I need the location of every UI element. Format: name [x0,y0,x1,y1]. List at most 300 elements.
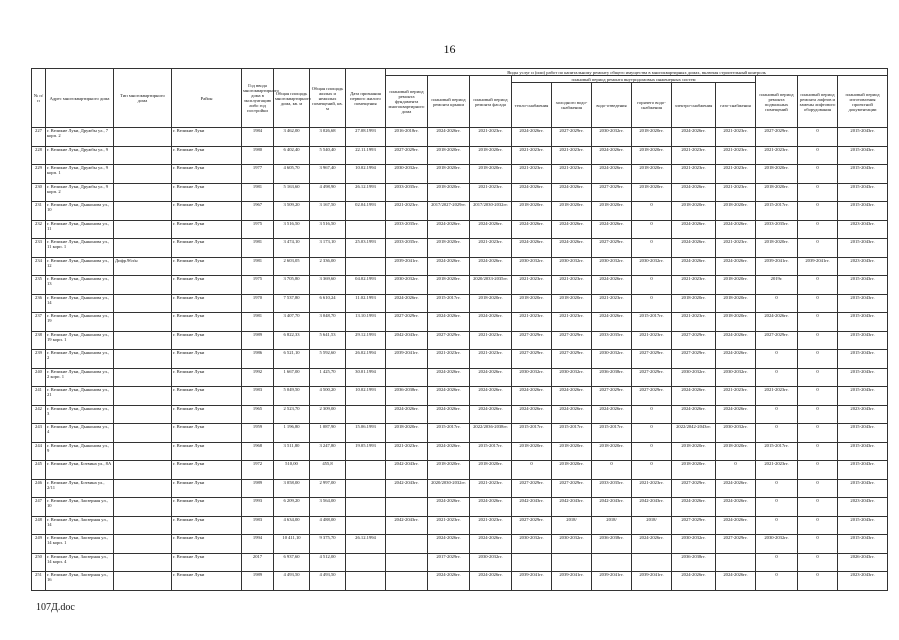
row-living-area: 3 048,70 [310,313,346,332]
row-elevator: 2039-2041гг. [798,257,838,276]
row-type [114,128,172,147]
row-gas: 2021-2023гг. [716,128,756,147]
row-heat: 0 [512,461,552,480]
row-year: 1992 [242,368,274,387]
row-design: 2015-2043гг. [838,424,888,443]
row-cold-water: 2024-2026гг. [552,387,592,406]
row-total-area: 3 462,00 [274,128,310,147]
row-num: 239 [32,350,46,369]
row-basement: 2030-2032гг. [756,535,798,554]
row-district: г. Великие Луки [172,313,242,332]
row-type [114,368,172,387]
row-year: 1981 [242,239,274,258]
row-total-area: 5 049,50 [274,387,310,406]
row-total-area: 2 523,70 [274,405,310,424]
row-district: г. Великие Луки [172,368,242,387]
row-drainage: 2033-2035гг. [592,331,632,350]
row-facade: 2021-2023гг. [470,183,512,202]
table-row [32,516,888,535]
table-row [32,276,888,295]
row-foundation [386,498,428,517]
row-drainage: 2018/ [592,516,632,535]
row-design: 2015-2043гг. [838,331,888,350]
row-roof: 2015-2017гг. [428,294,470,313]
row-address: г. Великие Луки, Дружбы ул., 9 корп. 2 [46,183,114,202]
row-cold-water: 2027-2029гг. [552,331,592,350]
row-heat: 2024-2026гг. [512,387,552,406]
row-roof: 2017-2029гг. [428,553,470,572]
row-type [114,239,172,258]
row-hot-water: 2027-2029гг. [632,350,672,369]
row-total-area: 3 511,80 [274,442,310,461]
row-heat: 2027-2029гг. [512,331,552,350]
row-year: 1986 [242,350,274,369]
header-group: Виды услуг и (или) работ по капитальному ремонту общего имущества в многоквартирных домах, включая строительный контроль [386,69,888,76]
header-foundation: плановый период ремонта фундамента многоквартирного дома [386,76,428,128]
row-elevator: 0 [798,516,838,535]
row-electric: 2022/2042-2043гг. [672,424,716,443]
row-electric: 2030-2032гг. [672,368,716,387]
row-district: г. Великие Луки [172,350,242,369]
row-drainage: 2024-2026гг. [592,313,632,332]
row-num: 234 [32,257,46,276]
row-hot-water: 0 [632,294,672,313]
row-address: г. Великие Луки, Заозерная ул., 14 корп. 4 [46,553,114,572]
row-elevator: 0 [798,442,838,461]
row-foundation: 2024-2026гг. [386,294,428,313]
row-type [114,146,172,165]
row-living-area: 3 173,10 [310,239,346,258]
row-living-area: 3 967,40 [310,165,346,184]
row-roof: 2024-2026гг. [428,498,470,517]
row-gas [716,553,756,572]
table-row [32,387,888,406]
row-gas: 2021-2023гг. [716,183,756,202]
row-heat: 2030-2032гг. [512,535,552,554]
row-elevator: 0 [798,183,838,202]
row-living-area: 5 540,40 [310,146,346,165]
row-num: 227 [32,128,46,147]
row-roof: 2018-2020гг. [428,146,470,165]
row-drainage: 2024-2026гг. [592,165,632,184]
page-number: 16 [443,42,456,56]
row-heat: 2018-2020гг. [512,202,552,221]
row-total-area: 1 667,00 [274,368,310,387]
row-drainage: 0 [592,461,632,480]
row-type [114,331,172,350]
row-design: 2023-2043гг. [838,498,888,517]
row-address: г. Великие Луки, Ботвина ул., 8А [46,461,114,480]
row-date [346,220,386,239]
row-num: 235 [32,276,46,295]
row-living-area: 4 512,00 [310,553,346,572]
row-facade: 2024-2026гг. [470,572,512,591]
row-district: г. Великие Луки [172,257,242,276]
row-foundation [386,368,428,387]
row-electric: 2027-2029гг. [672,479,716,498]
row-basement: 0 [756,572,798,591]
row-electric: 2018-2020гг. [672,294,716,313]
row-living-area: 3 369,60 [310,276,346,295]
row-roof: 2024-2026гг. [428,572,470,591]
row-type [114,387,172,406]
row-hot-water: 2024-2026гг. [632,535,672,554]
row-facade: 2021-2023гг. [470,331,512,350]
row-num: 238 [32,331,46,350]
row-design: 2015-2043гг. [838,146,888,165]
row-date [346,479,386,498]
row-gas: 2024-2026гг. [716,331,756,350]
row-heat: 2027-2029гг. [512,516,552,535]
row-design: 2015-2043гг. [838,350,888,369]
row-gas: 2024-2026гг. [716,572,756,591]
row-gas: 2027-2029гг. [716,535,756,554]
table-row [32,331,888,350]
row-foundation: 2033-2035гг. [386,239,428,258]
row-cold-water: 2039-2041гг. [552,572,592,591]
row-heat: 2021-2023гг. [512,146,552,165]
row-address: г. Великие Луки, Дьяконова ул., 4 [46,424,114,443]
row-design: 2015-2043гг. [838,239,888,258]
row-num: 248 [32,516,46,535]
row-heat: 2021-2023гг. [512,165,552,184]
row-living-area: 5 592,60 [310,350,346,369]
row-district: г. Великие Луки [172,479,242,498]
row-hot-water: 0 [632,461,672,480]
row-foundation: 2042-2043гг. [386,479,428,498]
row-hot-water: 2027-2029гг. [632,387,672,406]
row-foundation [386,553,428,572]
row-year: 1989 [242,572,274,591]
row-heat [512,553,552,572]
table-row [32,220,888,239]
row-total-area: 4 493,50 [274,572,310,591]
row-facade: 2021-2023гг. [470,516,512,535]
row-heat: 2024-2026гг. [512,220,552,239]
header-hot-water: горячего водо-снабжения [632,83,672,128]
row-facade: 2024-2026гг. [470,498,512,517]
row-year: 1959 [242,424,274,443]
row-elevator: 0 [798,128,838,147]
row-facade: 2030-2032гг. [470,553,512,572]
row-heat: 2027-2029гг. [512,350,552,369]
row-design: 2023-2043гг. [838,220,888,239]
row-design: 2015-2043гг. [838,313,888,332]
row-living-area: 4 498,90 [310,183,346,202]
row-cold-water: 2018-2020гг. [552,442,592,461]
row-district: г. Великие Луки [172,239,242,258]
row-hot-water: 0 [632,276,672,295]
row-electric: 2024-2026гг. [672,183,716,202]
row-total-area: 3 509,20 [274,202,310,221]
row-date: 26.12.1994 [346,535,386,554]
row-address: г. Великие Луки, Дьяконова ул., 13 [46,276,114,295]
row-design: 2015-2043гг. [838,535,888,554]
row-total-area: 6 937,60 [274,553,310,572]
row-district: г. Великие Луки [172,220,242,239]
row-electric: 2024-2026гг. [672,128,716,147]
row-year: 1981 [242,257,274,276]
row-total-area: 4 605,70 [274,165,310,184]
row-date: 26.12.1993 [346,183,386,202]
row-year: 1977 [242,165,274,184]
row-address: г. Великие Луки, Дьяконова ул., 12 [46,257,114,276]
row-total-area: 5 163,60 [274,183,310,202]
row-address: г. Великие Луки, Дьяконова ул., 11 корп. 1 [46,239,114,258]
row-district: г. Великие Луки [172,276,242,295]
row-design: 2015-2043гг. [838,276,888,295]
row-drainage: 2027-2029гг. [592,387,632,406]
row-basement: 2024-2026гг. [756,313,798,332]
row-facade: 2015-2017гг. [470,442,512,461]
row-hot-water: 2021-2023гг. [632,331,672,350]
row-hot-water: 2018/ [632,516,672,535]
header-living-area: Общая площадь жилых и нежилых помещений, кв. м [310,69,346,128]
row-living-area: 3 564,00 [310,498,346,517]
row-heat: 2018-2020гг. [512,294,552,313]
row-electric: 2018-2020гг. [672,202,716,221]
row-living-area: 3 516,50 [310,220,346,239]
row-hot-water: 2018-2020гг. [632,183,672,202]
table-row [32,165,888,184]
row-address: г. Великие Луки, Дьяконова ул., 10 [46,202,114,221]
row-year: 1980 [242,146,274,165]
row-elevator: 0 [798,220,838,239]
row-design: 2015-2043гг. [838,294,888,313]
table-row [32,572,888,591]
row-heat: 2042-2043гг. [512,498,552,517]
row-living-area: 3 167,50 [310,202,346,221]
row-hot-water: 0 [632,239,672,258]
table-row [32,405,888,424]
row-type [114,424,172,443]
row-address: г. Великие Луки, Дьяконова ул., 2 корп. 1 [46,368,114,387]
row-cold-water: 2042-2043гг. [552,498,592,517]
row-elevator: 0 [798,498,838,517]
row-district: г. Великие Луки [172,128,242,147]
row-foundation: 2027-2029гг. [386,146,428,165]
row-facade: 2018-2020гг. [470,146,512,165]
row-foundation: 2039-2041гг. [386,350,428,369]
row-date: 10.02.1993 [346,387,386,406]
row-foundation [386,572,428,591]
row-cold-water: 2030-2032гг. [552,368,592,387]
row-design: 2015-2043гг. [838,128,888,147]
row-cold-water: 2024-2026гг. [552,220,592,239]
row-num: 242 [32,405,46,424]
row-roof: 2024-2026гг. [428,128,470,147]
row-total-area: 3 705,80 [274,276,310,295]
row-hot-water: 0 [632,424,672,443]
row-address: г. Великие Луки, Дьяконова ул., 3 [46,405,114,424]
row-type [114,553,172,572]
row-cold-water: 2030-2032гг. [552,257,592,276]
row-electric: 2024-2026гг. [672,498,716,517]
row-drainage: 2015-2017гг. [592,424,632,443]
row-roof: 2021-2023гг. [428,350,470,369]
row-district: г. Великие Луки [172,442,242,461]
row-foundation: 2042-2043гг. [386,461,428,480]
row-facade: 2024-2026гг. [470,405,512,424]
row-roof: 2024-2026гг. [428,313,470,332]
row-address: г. Великие Луки, Дружбы ул., 9 [46,146,114,165]
row-facade: 2024-2026гг. [470,313,512,332]
row-drainage: 2030-2032гг. [592,128,632,147]
row-basement: 2018-2020гг. [756,183,798,202]
row-gas: 2024-2026гг. [716,220,756,239]
row-gas: 2024-2026гг. [716,498,756,517]
row-hot-water: 0 [632,202,672,221]
row-district: г. Великие Луки [172,202,242,221]
row-cold-water: 2018-2020гг. [552,461,592,480]
row-total-area: 10 411,10 [274,535,310,554]
row-elevator: 0 [798,146,838,165]
row-electric: 2027-2029гг. [672,331,716,350]
row-heat: 2024-2026гг. [512,128,552,147]
row-cold-water: 2018-2020гг. [552,294,592,313]
row-drainage: 2018-2020гг. [592,442,632,461]
row-roof: 2024-2026гг. [428,368,470,387]
row-num: 244 [32,442,46,461]
row-drainage: 2024-2026гг. [592,276,632,295]
row-year: 1972 [242,461,274,480]
row-num: 228 [32,146,46,165]
row-gas: 2024-2026гг. [716,350,756,369]
row-hot-water: 2018-2020гг. [632,165,672,184]
row-type [114,294,172,313]
row-district: г. Великие Луки [172,424,242,443]
row-year: 1967 [242,202,274,221]
row-date: 29.12.1993 [346,331,386,350]
row-hot-water: 2027-2029гг. [632,368,672,387]
row-electric: 2021-2023гг. [672,313,716,332]
row-hot-water: 2018-2020гг. [632,128,672,147]
row-date [346,572,386,591]
row-living-area: 5 641,53 [310,331,346,350]
row-gas: 2021-2023гг. [716,165,756,184]
row-gas: 0 [716,461,756,480]
row-type [114,516,172,535]
row-type [114,442,172,461]
row-basement: 2018-2020гг. [756,239,798,258]
row-roof: 2018-2020гг. [428,165,470,184]
row-basement: 0 [756,498,798,517]
row-basement: 0 [756,294,798,313]
row-design: 2015-2043гг. [838,368,888,387]
row-drainage: 2027-2029гг. [592,183,632,202]
row-drainage: 2039-2041гг. [592,572,632,591]
header-cold-water: холодного водо-снабжения [552,83,592,128]
row-roof: 2024-2026гг. [428,387,470,406]
row-total-area: 4 634,00 [274,516,310,535]
row-foundation: 2018-2020гг. [386,424,428,443]
row-total-area: 3 407,70 [274,313,310,332]
row-district: г. Великие Луки [172,516,242,535]
row-basement: 2021-2023гг. [756,387,798,406]
row-hot-water [632,553,672,572]
row-year: 1968 [242,442,274,461]
row-num: 230 [32,183,46,202]
row-num: 246 [32,479,46,498]
row-elevator: 0 [798,331,838,350]
row-gas: 2024-2026гг. [716,257,756,276]
header-engineering: плановый период ремонта внутридомовых инженерных систем [512,76,756,83]
row-drainage [592,553,632,572]
row-cold-water: 2021-2023гг. [552,276,592,295]
row-address: г. Великие Луки, Заозерная ул., 16 [46,572,114,591]
header-roof: плановый период ремонта крыши [428,76,470,128]
header-basement: плановый период ремонта подвальных помещений [756,76,798,128]
row-cold-water: 2027-2029гг. [552,350,592,369]
row-district: г. Великие Луки [172,461,242,480]
row-facade: 2021-2023гг. [470,128,512,147]
row-type [114,479,172,498]
row-foundation: 2016-2018гг. [386,128,428,147]
row-elevator: 0 [798,276,838,295]
row-gas: 2021-2023гг. [716,239,756,258]
row-date [346,498,386,517]
row-heat: 2024-2026гг. [512,239,552,258]
row-address: г. Великие Луки, Дьяконова ул., 9 [46,442,114,461]
header-date: Дата признания первого жилого помещения [346,69,386,128]
row-district: г. Великие Луки [172,405,242,424]
row-hot-water: 0 [632,442,672,461]
row-date: 25.03.1993 [346,239,386,258]
table-row [32,183,888,202]
row-date [346,257,386,276]
row-district: г. Великие Луки [172,572,242,591]
table-row [32,202,888,221]
row-year: 1975 [242,220,274,239]
row-electric: 2024-2026гг. [672,387,716,406]
row-total-area: 6 822,33 [274,331,310,350]
row-year: 1965 [242,405,274,424]
row-foundation: 2036-2038гг. [386,387,428,406]
row-facade: 2018-2020гг. [470,461,512,480]
row-year: 1993 [242,498,274,517]
row-elevator: 0 [798,461,838,480]
row-heat: 2024-2026гг. [512,405,552,424]
row-basement: 0 [756,553,798,572]
row-design: 2026-2043гг. [838,553,888,572]
row-district: г. Великие Луки [172,387,242,406]
row-cold-water: 2024-2026гг. [552,405,592,424]
row-gas: 2018-2020гг. [716,294,756,313]
row-type [114,313,172,332]
row-date: 13.10.1993 [346,313,386,332]
row-district: г. Великие Луки [172,553,242,572]
row-roof: 2018-2020гг. [428,239,470,258]
header-year: Год ввода многоквартирного дома в эксплуатацию либо год постройки [242,69,274,128]
row-date [346,405,386,424]
row-year: 1975 [242,276,274,295]
row-type [114,202,172,221]
row-num: 250 [32,553,46,572]
row-design: 2023-2043гг. [838,257,888,276]
table-body [32,128,888,591]
row-roof: 2027-2029гг. [428,331,470,350]
row-total-area: 7 537,80 [274,294,310,313]
row-district: г. Великие Луки [172,331,242,350]
row-facade: 2022/2036-2038гг. [470,424,512,443]
row-design: 2015-2043гг. [838,442,888,461]
row-living-area: 4 493,50 [310,572,346,591]
row-type [114,461,172,480]
row-living-area: 1 087,90 [310,424,346,443]
row-heat: 2021-2023гг. [512,313,552,332]
row-gas: 2021-2023гг. [716,146,756,165]
row-total-area: 6 402,40 [274,146,310,165]
